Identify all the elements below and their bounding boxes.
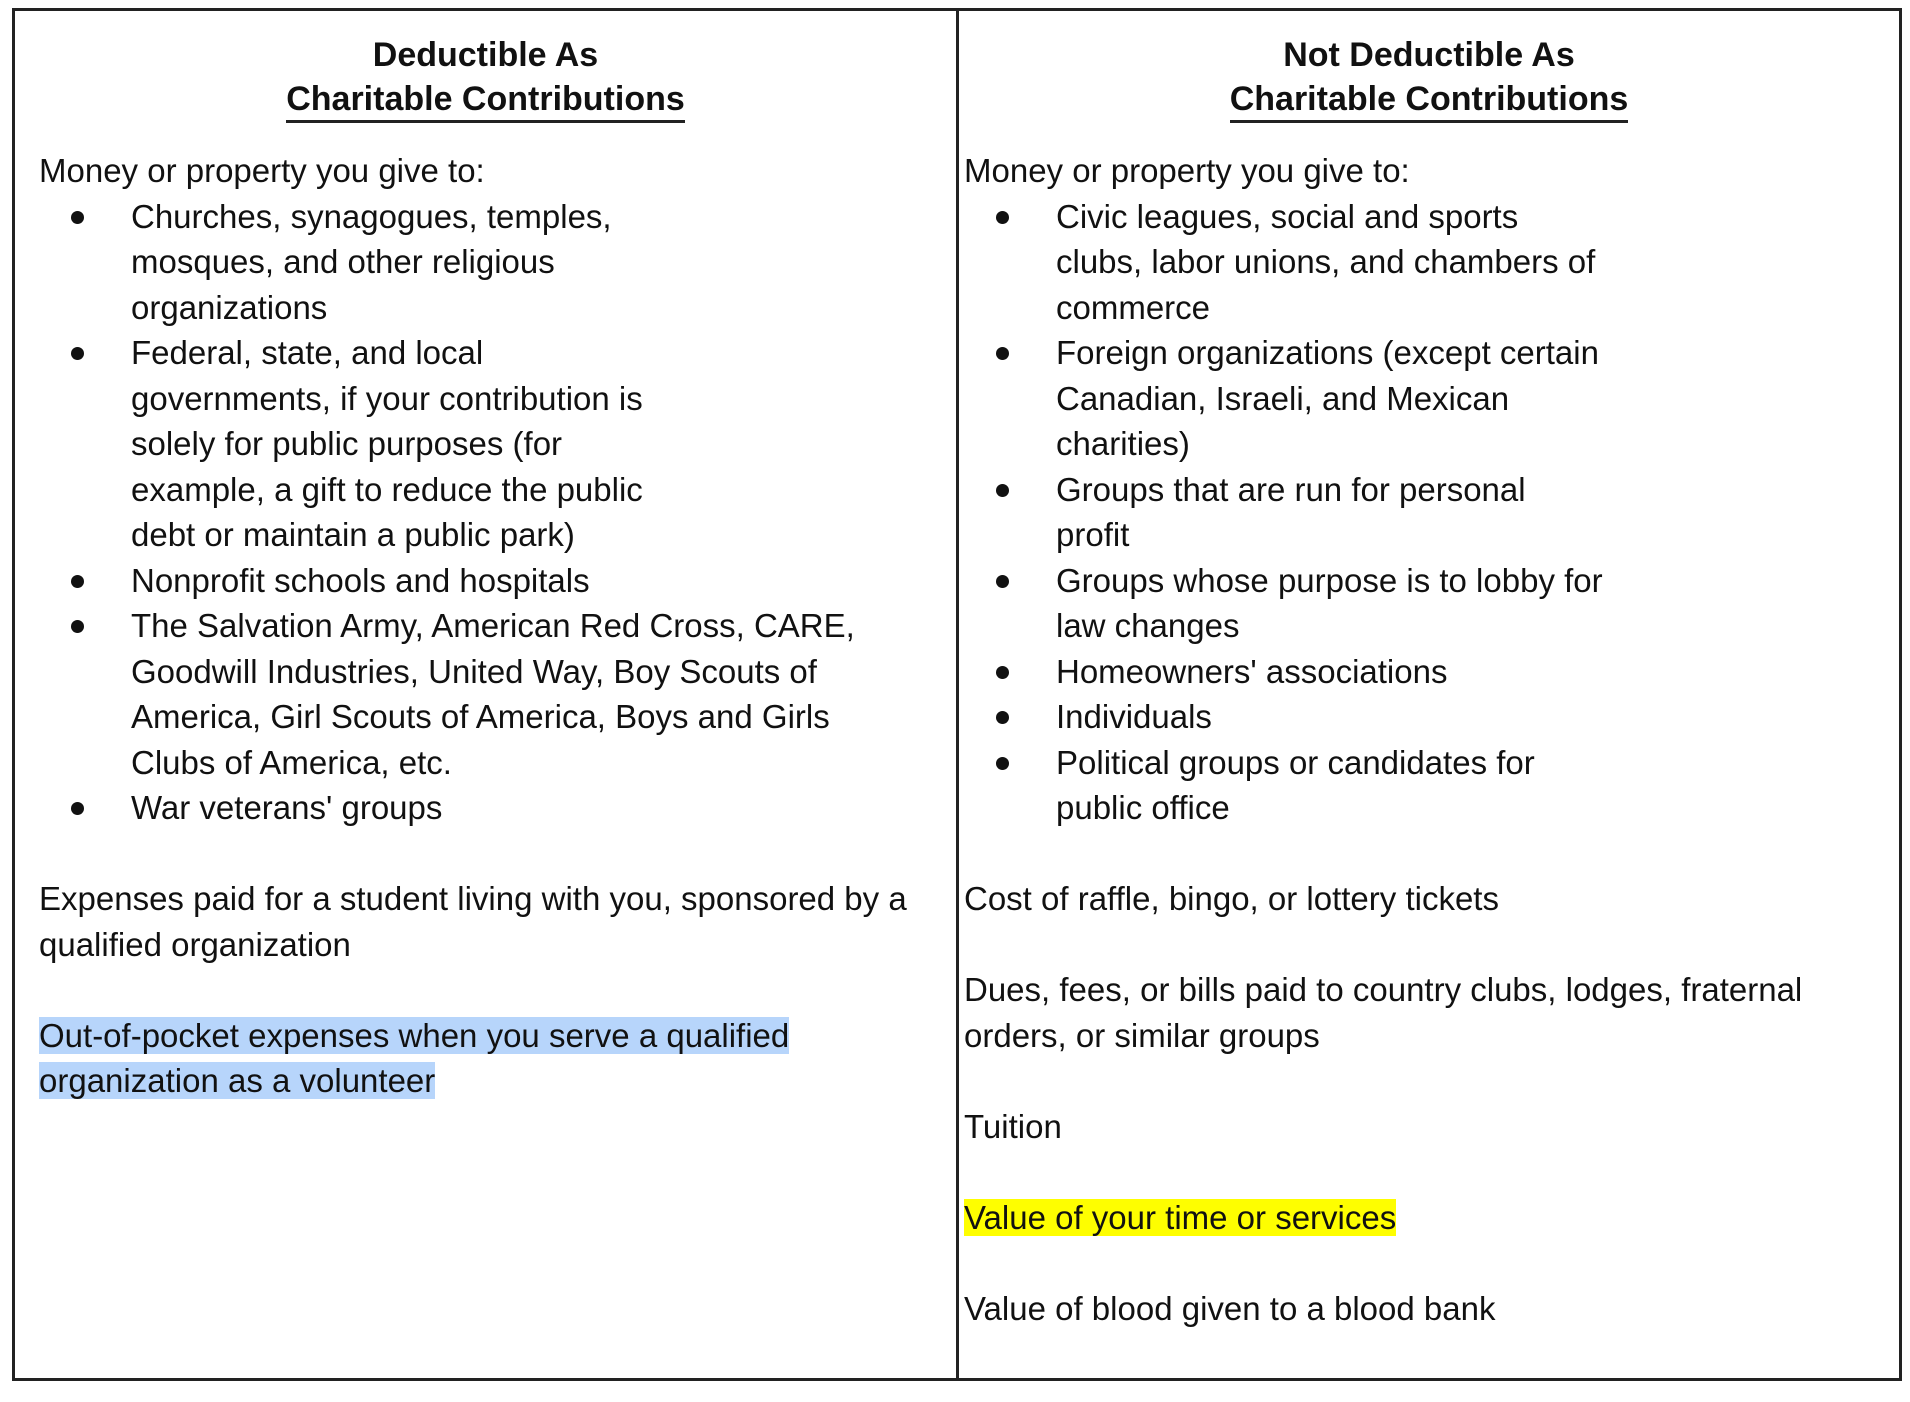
time-services-paragraph: [964, 1195, 1802, 1241]
student-expenses-paragraph: Expenses paid for a student living with you, sponsored by a qualified organization: [39, 880, 907, 963]
list-item: Groups that are run for personal profit: [964, 467, 1802, 558]
highlighted-text[interactable]: Value of your time or services: [964, 1198, 1397, 1236]
tuition-paragraph: Tuition: [964, 1107, 1062, 1145]
list-item: Civic leagues, social and sports clubs, labor unions, and chambers of commerce: [964, 194, 1802, 331]
contributions-table: [12, 8, 1902, 1381]
bullet-icon: [996, 575, 1009, 588]
not-deductible-list: [964, 194, 1802, 831]
bullet-icon: [71, 347, 84, 360]
highlighted-text[interactable]: Out-of-pocket expenses when you serve a qualified: [39, 1016, 790, 1054]
not-deductible-heading-line2: Charitable Contributions: [1230, 78, 1629, 123]
bullet-icon: [71, 211, 84, 224]
not-deductible-heading: [959, 11, 1899, 123]
not-deductible-intro: Money or property you give to:: [964, 152, 1410, 189]
not-deductible-body: [964, 148, 1802, 1331]
list-item: Nonprofit schools and hospitals: [39, 558, 907, 604]
list-item: Federal, state, and local governments, if your contribution is solely for public purposes (for example, a gift to reduce the public debt or maintain a public park): [39, 330, 907, 558]
list-item: Foreign organizations (except certain Canadian, Israeli, and Mexican charities): [964, 330, 1802, 467]
deductible-heading-line1: Deductible As: [372, 36, 599, 74]
raffle-paragraph: Cost of raffle, bingo, or lottery tickets: [964, 880, 1499, 917]
list-item: The Salvation Army, American Red Cross, CARE, Goodwill Industries, United Way, Boy Scouts of America, Girl Scouts of America, Boys and Girls Clubs of America, etc.: [39, 603, 907, 785]
bullet-icon: [71, 802, 84, 815]
volunteer-expenses-paragraph: [39, 1013, 907, 1104]
highlighted-text[interactable]: organization as a volunteer: [39, 1062, 436, 1099]
blood-paragraph: Value of blood given to a blood bank: [964, 1289, 1496, 1327]
list-item: Individuals: [964, 694, 1802, 740]
not-deductible-heading-line1: Not Deductible As: [1283, 36, 1575, 74]
deductible-list: [39, 194, 907, 831]
bullet-icon: [996, 484, 1009, 497]
deductible-column: [15, 11, 959, 1378]
list-item: Churches, synagogues, temples, mosques, and other religious organizations: [39, 194, 907, 331]
bullet-icon: [71, 620, 84, 633]
deductible-intro: Money or property you give to:: [39, 152, 485, 189]
bullet-icon: [996, 711, 1009, 724]
bullet-icon: [996, 666, 1009, 679]
deductible-body: [39, 148, 907, 1104]
list-item: Homeowners' associations: [964, 649, 1802, 695]
bullet-icon: [996, 757, 1009, 770]
not-deductible-column: [959, 11, 1899, 1378]
list-item: War veterans' groups: [39, 785, 907, 831]
deductible-heading: [15, 11, 956, 123]
dues-paragraph: Dues, fees, or bills paid to country clubs, lodges, fraternal orders, or similar groups: [964, 971, 1803, 1054]
bullet-icon: [996, 347, 1009, 360]
list-item: Groups whose purpose is to lobby for law changes: [964, 558, 1802, 649]
deductible-heading-line2: Charitable Contributions: [286, 78, 685, 123]
bullet-icon: [71, 575, 84, 588]
list-item: Political groups or candidates for public office: [964, 740, 1802, 831]
bullet-icon: [996, 211, 1009, 224]
